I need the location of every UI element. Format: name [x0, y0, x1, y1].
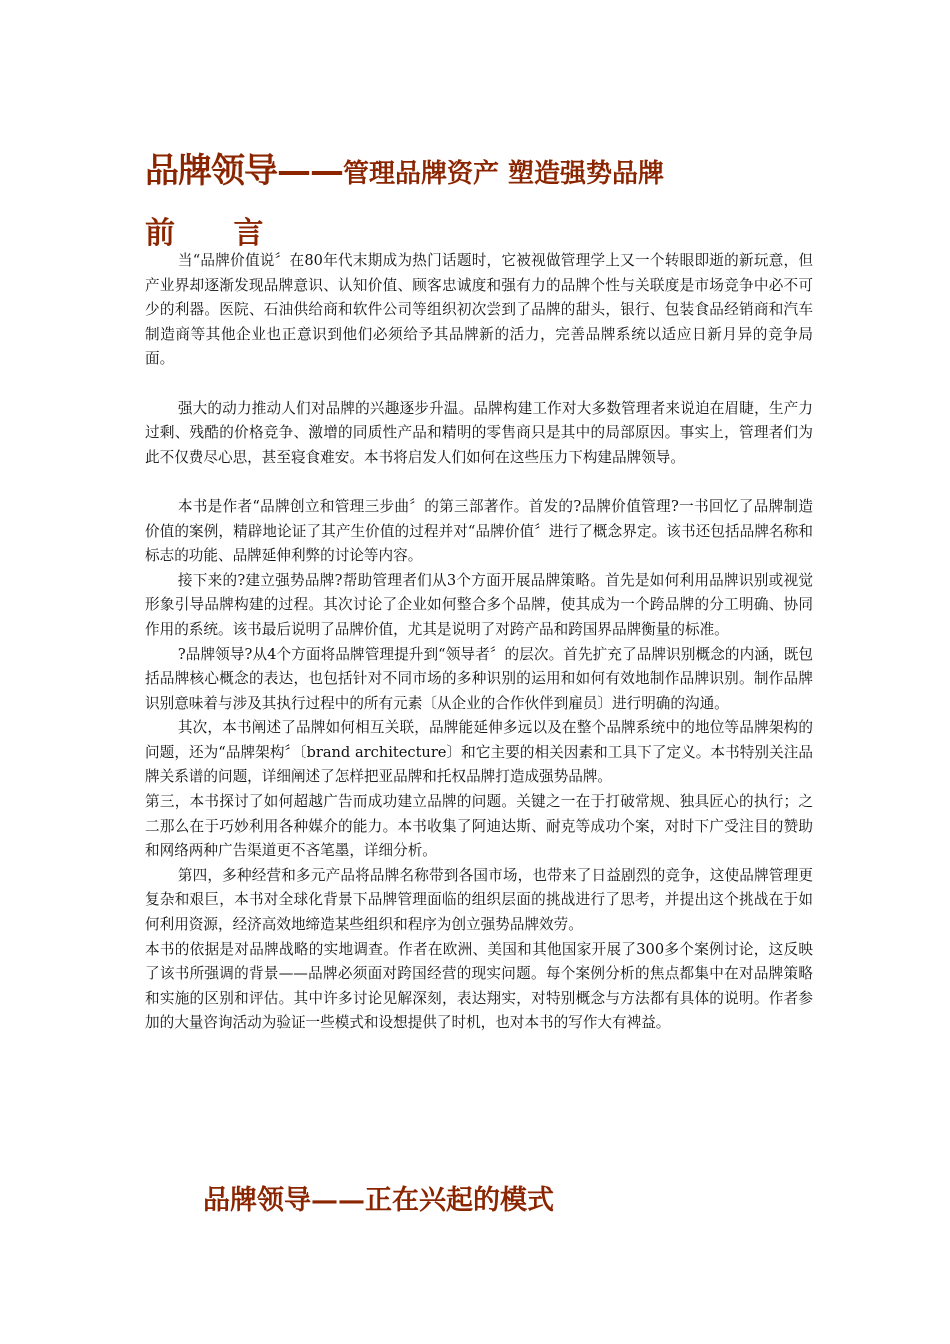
paragraph-4: 接下来的?建立强势品牌?帮助管理者们从3个方面开展品牌策略。首先是如何利用品牌识别或视觉形象引导品牌构建的过程。其次讨论了企业如何整合多个品牌，使其成为一个跨品牌的分工明确、协同作用的系统。该书最后说明了品牌价值，尤其是说明了对跨产品和跨国界品牌衡量的标准。 — [145, 571, 813, 638]
paragraph-6: 其次，本书阐述了品牌如何相互关联，品牌能延伸多远以及在整个品牌系统中的地位等品牌架构的问题，还为“品牌架构〞〔brand architecture〕和它主要的相关因素和工具下了定义。本书特别关注品牌关系谱的问题，详细阐述了怎样把亚品牌和托权品牌打造成强势品牌。 — [145, 719, 813, 786]
paragraph-8: 第四，多种经营和多元产品将品牌名称带到各国市场，也带来了日益剧烈的竞争，这使品牌管理更复杂和艰巨，本书对全球化背景下品牌管理面临的组织层面的挑战进行了思考，并提出这个挑战在于如何利用资源，经济高效地缔造某些组织和程序为创立强势品牌效劳。 — [145, 866, 813, 934]
document-title — [145, 143, 845, 192]
title-main: 品牌领导—— — [145, 151, 343, 191]
preface-heading: 前 言 — [145, 216, 288, 251]
paragraph-7: 第三，本书探讨了如何超越广告而成功建立品牌的问题。关键之一在于打破常规、独具匠心的执行；之二那么在于巧妙利用各种媒介的能力。本书收集了阿迪达斯、耐克等成功个案，对时下广受注目的赞助和网络两种广告渠道更不吝笔墨，详细分析。 — [145, 793, 813, 860]
paragraph-9: 本书的依据是对品牌战略的实地调查。作者在欧洲、美国和其他国家开展了300多个案例讨论，这反映了该书所强调的背景——品牌必须面对跨国经营的现实问题。每个案例分析的焦点都集中在对品牌策略和实施的区别和评估。其中许多讨论见解深刻，表达翔实，对特别概念与方法都有具体的说明。作者参加的大量咨询活动为验证一些模式和设想提供了时机，也对本书的写作大有裨益。 — [145, 940, 813, 1032]
section-subtitle: 品牌领导——正在兴起的模式 — [203, 1185, 554, 1216]
paragraph-5: ?品牌领导?从4个方面将品牌管理提升到“领导者〞的层次。首先扩充了品牌识别概念的内涵，既包括品牌核心概念的表达，也包括针对不同市场的多种识别的运用和如何有效地制作品牌识别。制作品牌识别意味着与涉及其执行过程中的所有元素〔从企业的合作伙伴到雇员〕进行明确的沟通。 — [145, 645, 813, 712]
paragraph-3: 本书是作者“品牌创立和管理三步曲〞的第三部著作。首发的?品牌价值管理?一书回忆了品牌制造价值的案例，精辟地论证了其产生价值的过程并对“品牌价值〞进行了概念界定。该书还包括品牌名称和标志的功能、品牌延伸利弊的讨论等内容。 — [145, 497, 813, 565]
title-rest: 管理品牌资产 塑造强势品牌 — [343, 159, 665, 189]
paragraph-2: 强大的动力推动人们对品牌的兴趣逐步升温。品牌构建工作对大多数管理者来说迫在眉睫，生产力过剩、残酷的价格竞争、激增的同质性产品和精明的零售商只是其中的局部原因。事实上，管理者们为此不仅费尽心思，甚至寝食难安。本书将启发人们如何在这些压力下构建品牌领导。 — [145, 399, 813, 466]
paragraph-1: 当“品牌价值说〞在80年代末期成为热门话题时，它被视做管理学上又一个转眼即逝的新玩意，但产业界却逐渐发现品牌意识、认知价值、顾客忠诚度和强有力的品牌个性与关联度是市场竞争中必不可少的利器。医院、石油供给商和软件公司等组织初次尝到了品牌的甜头，银行、包装食品经销商和汽车制造商等其他企业也正意识到他们必须给予其品牌新的活力，完善品牌系统以适应日新月异的竞争局面。 — [145, 252, 813, 368]
preface-body — [145, 249, 813, 1036]
